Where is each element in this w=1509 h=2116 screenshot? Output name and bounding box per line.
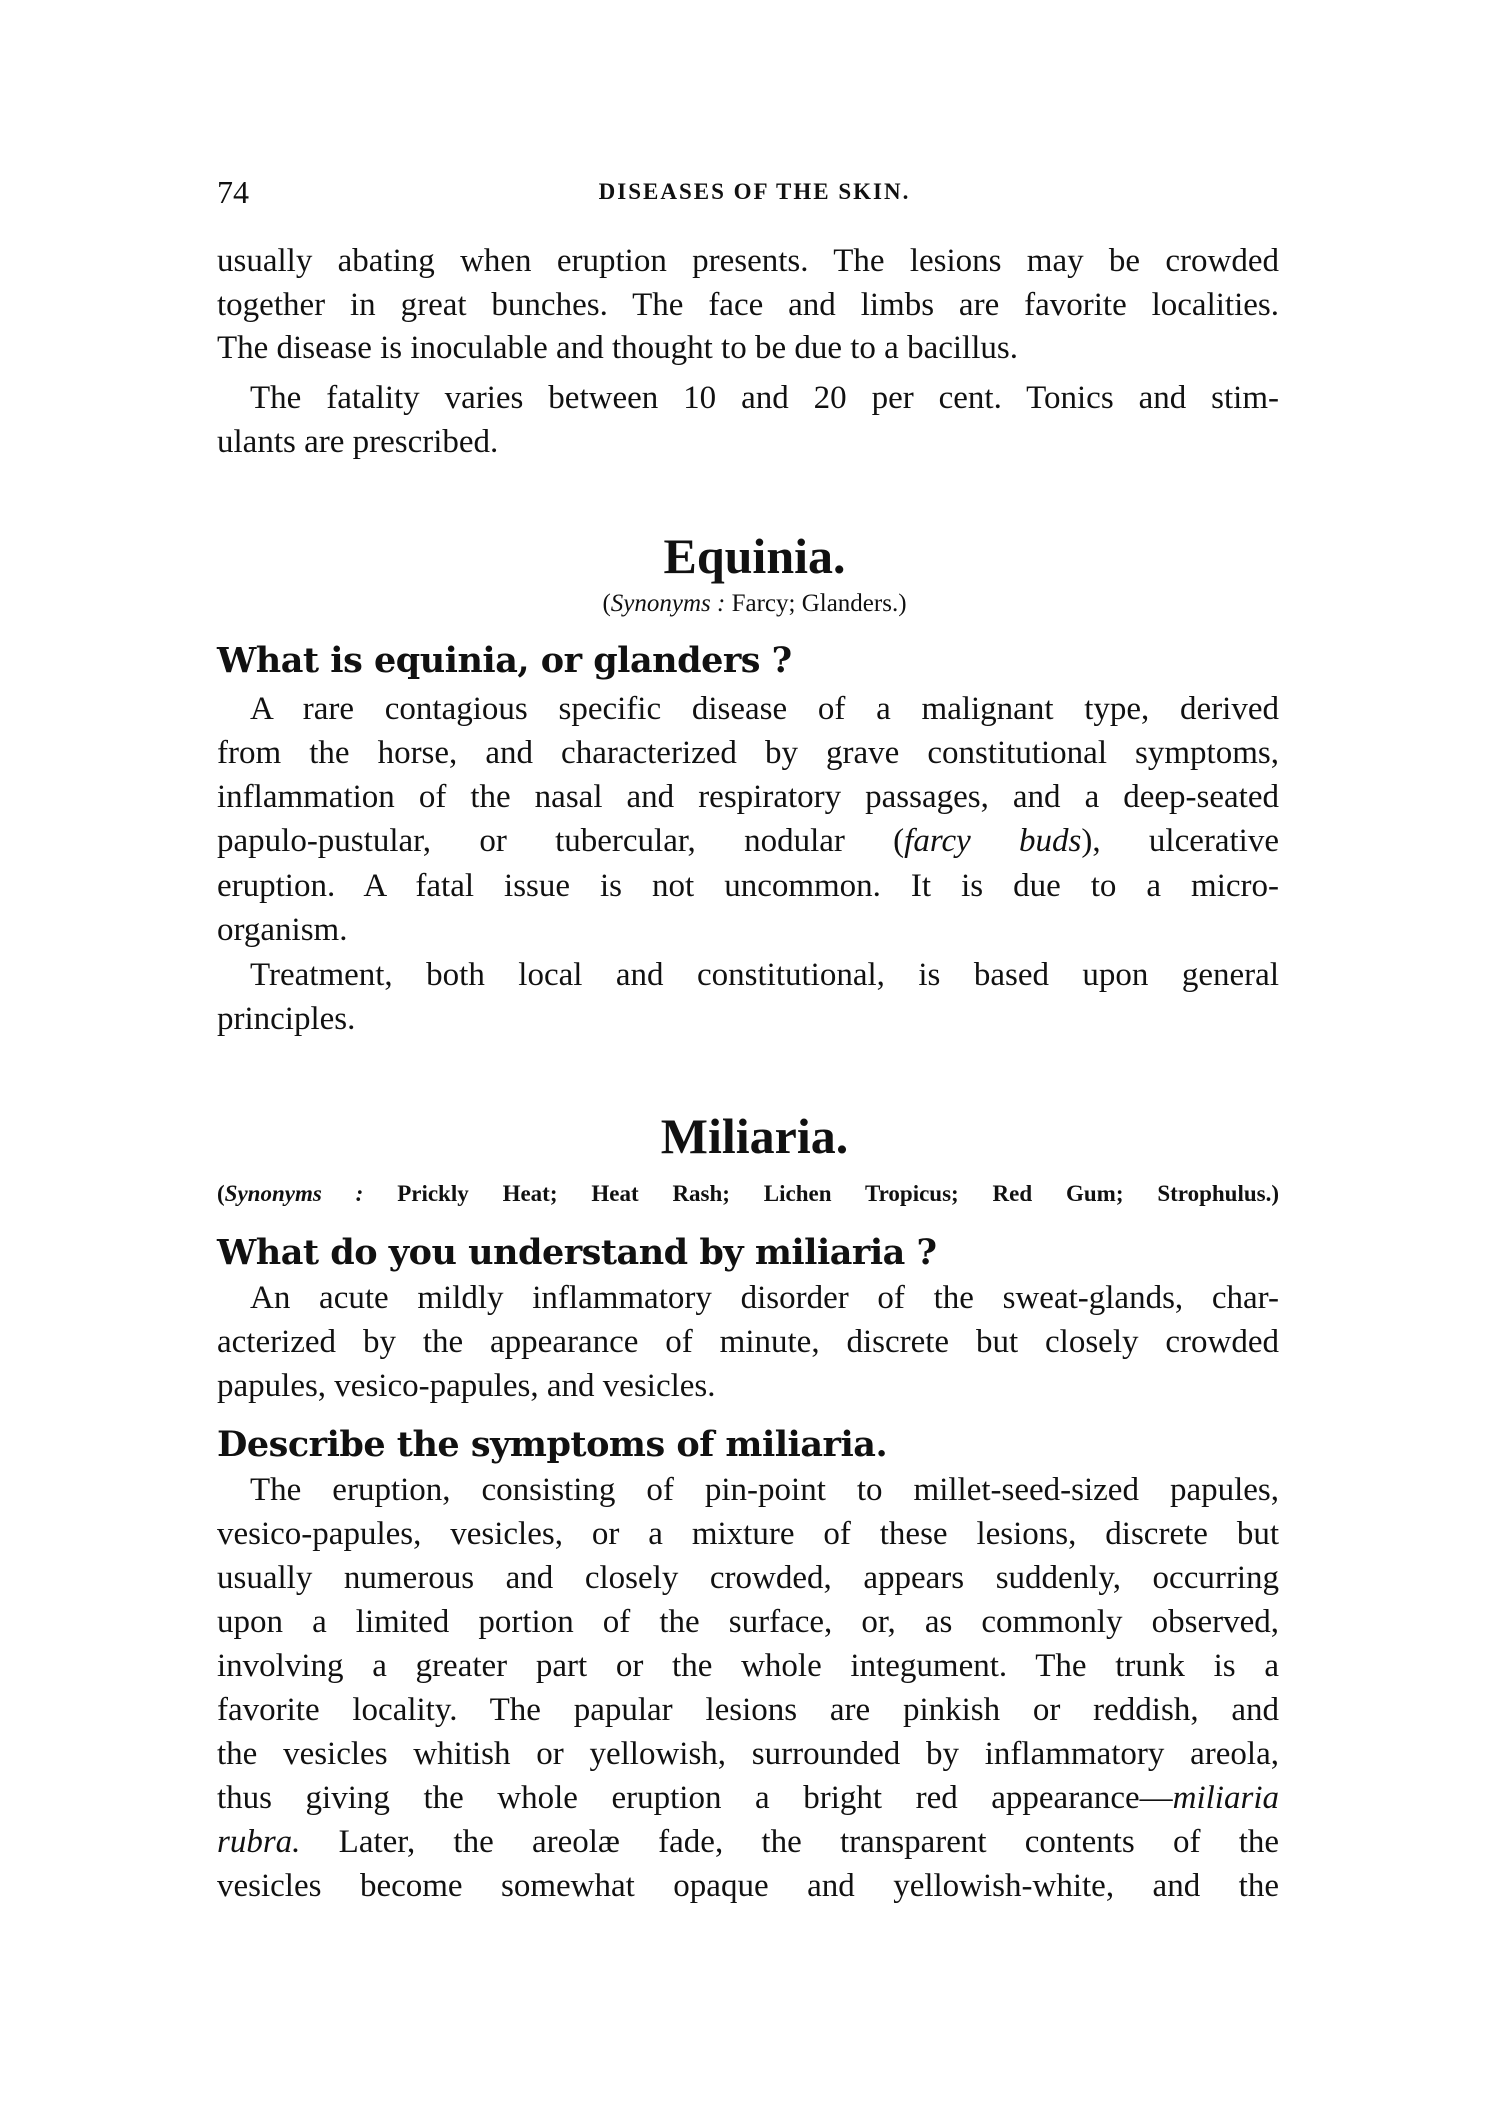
running-title: DISEASES OF THE SKIN.: [598, 179, 911, 204]
text-line: upon a limited portion of the surface, or, as commonly observed,: [217, 1604, 1279, 1640]
text-line: from the horse, and characterized by grave constitutional symptoms,: [217, 735, 1279, 771]
section-title: Miliaria.: [660, 1108, 849, 1164]
synonyms: [0, 586, 1509, 622]
question-heading: What do you understand by miliaria ?: [217, 1232, 937, 1273]
text-line: The disease is inoculable and thought to be due to a bacillus.: [217, 330, 1018, 366]
synonyms-label: Synonyms :: [224, 1181, 364, 1206]
italic-term: miliaria: [1172, 1780, 1279, 1816]
paren: (: [217, 1181, 225, 1206]
text-line: Treatment, both local and constitutional, is based upon general: [250, 957, 1279, 993]
text-line: [217, 1776, 1279, 1820]
italic-term: rubra.: [217, 1824, 301, 1860]
text-segment: ), ulcerative: [1081, 823, 1279, 859]
text-line: together in great bunches. The face and limbs are favorite localities.: [217, 287, 1279, 323]
text-segment: thus giving the whole eruption a bright red appearance—: [217, 1780, 1173, 1816]
text-line: [217, 1820, 1279, 1864]
text-line: organism.: [217, 912, 348, 948]
text-line: papulo-pustular, or tubercular, nodular (farcy buds), ulcerative: [217, 823, 1279, 859]
text-line: vesicles become somewhat opaque and yellowish-white, and the: [217, 1868, 1279, 1904]
page-number: 74: [217, 174, 249, 210]
paren: (: [602, 590, 611, 617]
text-line: An acute mildly inflammatory disorder of the sweat-glands, char-: [250, 1280, 1279, 1316]
text-line: involving a greater part or the whole integument. The trunk is a: [217, 1648, 1279, 1684]
text-segment: papulo-pustular, or tubercular, nodular: [217, 823, 845, 859]
text-line: papules, vesico-papules, and vesicles.: [217, 1368, 716, 1404]
question-heading: What is equinia, or glanders ?: [217, 640, 792, 681]
text-line: eruption. A fatal issue is not uncommon. It is due to a micro-: [217, 868, 1279, 904]
text-line: favorite locality. The papular lesions are pinkish or reddish, and: [217, 1692, 1279, 1728]
text-line: The fatality varies between 10 and 20 per cent. Tonics and stim-: [250, 380, 1279, 416]
text-line: A rare contagious specific disease of a malignant type, derived: [250, 691, 1279, 727]
text-line: acterized by the appearance of minute, discrete but closely crowded: [217, 1324, 1279, 1360]
text-line: usually abating when eruption presents. The lesions may be crowded: [217, 243, 1279, 279]
text-line: the vesicles whitish or yellowish, surrounded by inflammatory areola,: [217, 1736, 1279, 1772]
text-line: The eruption, consisting of pin-point to millet-seed-sized papules,: [250, 1472, 1279, 1508]
text-line: principles.: [217, 1001, 356, 1037]
synonyms: [217, 1176, 1279, 1212]
italic-term: farcy buds: [904, 823, 1082, 859]
text-line: usually numerous and closely crowded, appears suddenly, occurring: [217, 1560, 1279, 1596]
question-heading: Describe the symptoms of miliaria.: [217, 1424, 888, 1465]
synonyms-label: Synonyms :: [610, 590, 726, 617]
synonyms-list: Prickly Heat; Heat Rash; Lichen Tropicus; Red Gum; Strophulus.): [397, 1181, 1280, 1206]
text-line: inflammation of the nasal and respiratory passages, and a deep-seated: [217, 779, 1279, 815]
synonyms-list: Farcy; Glanders.): [731, 590, 907, 617]
text-line: ulants are prescribed.: [217, 424, 499, 460]
section-title: Equinia.: [663, 528, 846, 584]
text-segment: Later, the areolæ fade, the transparent contents of the: [338, 1824, 1280, 1860]
text-line: vesico-papules, vesicles, or a mixture of these lesions, discrete but: [217, 1516, 1279, 1552]
